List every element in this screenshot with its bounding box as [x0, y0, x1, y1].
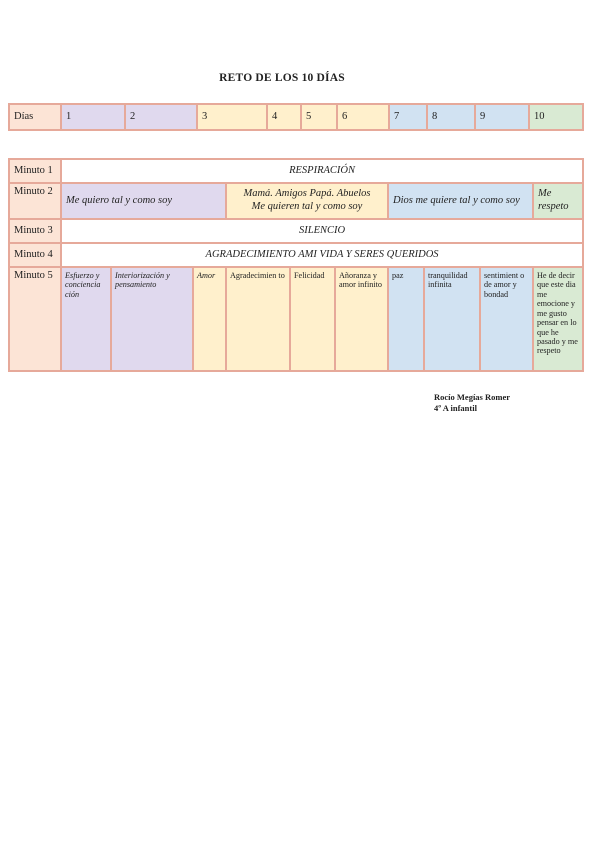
author-name: Rocío Megías Romer: [434, 392, 511, 402]
minute-1-text: RESPIRACIÓN: [61, 159, 583, 183]
minute-2-label: Minuto 2: [9, 183, 61, 219]
minute-5-cell-4: Agradecimien to: [226, 267, 290, 371]
minute-4-label: Minuto 4: [9, 243, 61, 267]
day-9: 9: [475, 104, 529, 130]
minute-2-self-love: Me quiero tal y como soy: [61, 183, 226, 219]
day-10: 10: [529, 104, 583, 130]
minute-5-cell-3: Amor: [193, 267, 226, 371]
days-label: Días: [9, 104, 61, 130]
family-love-line-1: Mamá. Amigos Papá. Abuelos: [243, 188, 371, 200]
minute-2-respect: Me respeto: [533, 183, 583, 219]
minute-3-text: SILENCIO: [61, 219, 583, 243]
minute-2-god-love: Dios me quiere tal y como soy: [388, 183, 533, 219]
minute-5-cell-5: Felicidad: [290, 267, 335, 371]
day-4: 4: [267, 104, 301, 130]
minute-5-label: Minuto 5: [9, 267, 61, 371]
minute-5-cell-8: tranquilidad infinita: [424, 267, 480, 371]
minute-5-cell-1: Esfuerzo y conciencia ción: [61, 267, 111, 371]
family-love-line-2: Me quieren tal y como soy: [251, 201, 363, 212]
author-group: 4º A infantil: [434, 403, 477, 414]
day-5: 5: [301, 104, 337, 130]
minute-5-cell-6: Añoranza y amor infinito: [335, 267, 388, 371]
days-table: [8, 103, 584, 131]
minutes-table: [8, 158, 584, 372]
minute-4-text: AGRADECIMIENTO AMI VIDA Y SERES QUERIDOS: [61, 243, 583, 267]
day-6: 6: [337, 104, 389, 130]
minute-5-cell-2: Interiorización y pensamiento: [111, 267, 193, 371]
day-7: 7: [389, 104, 427, 130]
minute-5-cell-9: sentimient o de amor y bondad: [480, 267, 533, 371]
minute-2-family-love: [226, 183, 388, 219]
minute-5-cell-10: He de decir que este dia me emocione y me gusto pensar en lo que he pasado y me respeto: [533, 267, 583, 371]
author-signature: [434, 392, 510, 415]
minute-5-cell-7: paz: [388, 267, 424, 371]
minute-1-label: Minuto 1: [9, 159, 61, 183]
page-title: RETO DE LOS 10 DÍAS: [219, 72, 345, 84]
day-8: 8: [427, 104, 475, 130]
day-2: 2: [125, 104, 197, 130]
day-1: 1: [61, 104, 125, 130]
minute-3-label: Minuto 3: [9, 219, 61, 243]
day-3: 3: [197, 104, 267, 130]
